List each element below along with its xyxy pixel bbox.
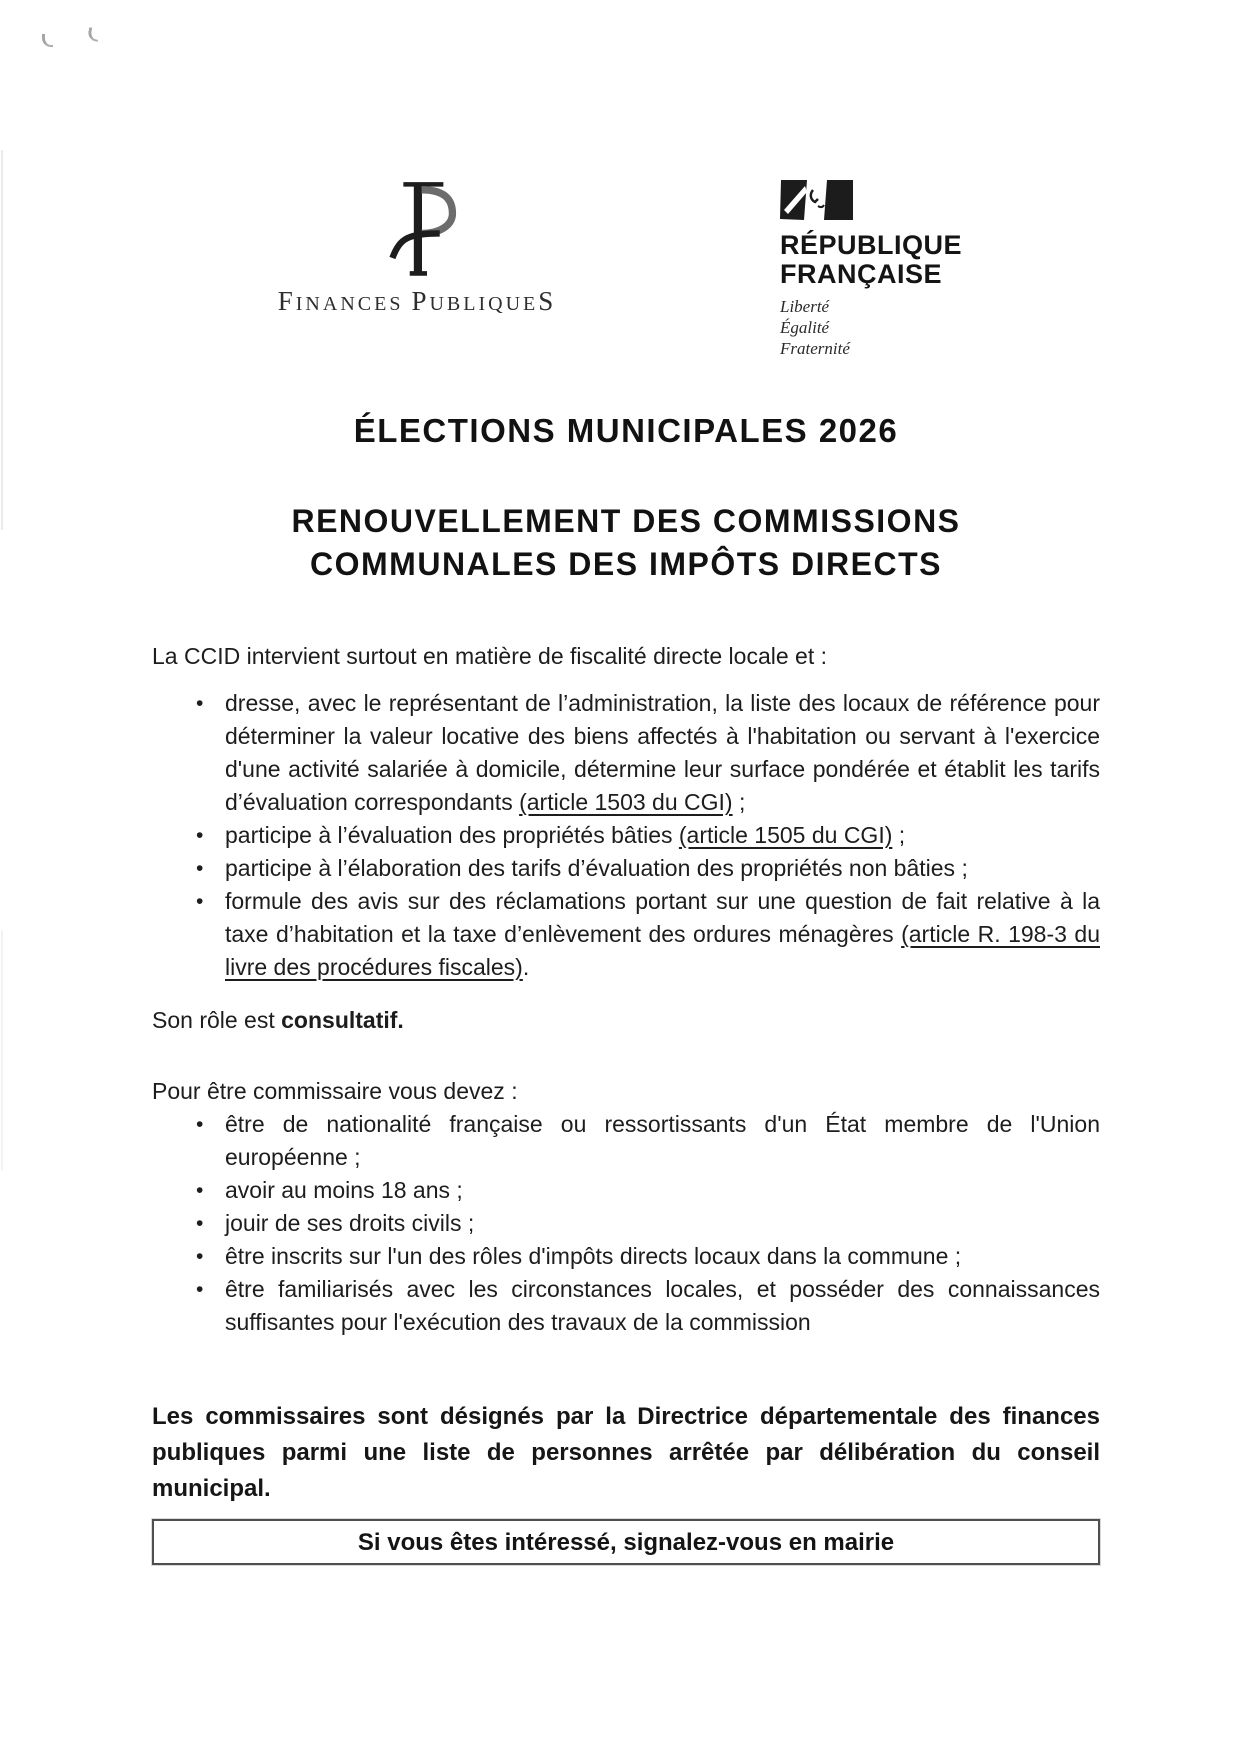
fp-label-part: P: [411, 286, 430, 316]
scan-artifact: [87, 27, 100, 42]
missions-list: [152, 687, 1100, 984]
fp-label-part: F: [277, 286, 296, 316]
role-emphasis: consultatif.: [281, 1007, 404, 1033]
french-flag-marianne-icon: [780, 178, 854, 222]
mission-text: participe à l’évaluation des propriétés bâties: [225, 822, 679, 848]
fp-label-part: S: [538, 286, 557, 316]
mission-text: dresse, avec le représentant de l’administration, la liste des locaux de référence pour déterminer la valeur locative des biens affectés à l'habitation ou servant à l'exercice d'une activité salariée à domicile, détermine leur surface pondérée et établit les tarifs d’évaluation correspondants: [225, 690, 1100, 815]
subtitle-line-1: RENOUVELLEMENT DES COMMISSIONS: [291, 503, 961, 539]
rf-motto: [780, 296, 1030, 359]
mission-item: [152, 819, 1100, 852]
mission-article-reference: (article 1503 du CGI): [519, 789, 733, 815]
republique-francaise-logo: [780, 178, 1030, 359]
mission-text: ;: [892, 822, 906, 848]
intro-paragraph: La CCID intervient surtout en matière de fiscalité directe locale et :: [152, 643, 827, 669]
mission-article-reference: (article 1505 du CGI): [678, 822, 893, 848]
scan-edge-shadow: [1, 930, 3, 1170]
notice-box: [152, 1519, 1100, 1565]
finances-publiques-logo: [250, 178, 584, 317]
subtitle: [152, 500, 1100, 586]
requirement-item: • être inscrits sur l'un des rôles d'impôts directs locaux dans la commune ;: [152, 1240, 1100, 1273]
main-title: ÉLECTIONS MUNICIPALES 2026: [353, 412, 899, 449]
mission-text: ;: [732, 789, 746, 815]
motto-line: Égalité: [780, 318, 830, 337]
fp-monogram-icon: [369, 178, 465, 278]
fp-label-part: INANCES: [295, 293, 404, 315]
subtitle-line-2: COMMUNALES DES IMPÔTS DIRECTS: [310, 546, 942, 582]
fp-label: [250, 286, 584, 317]
requirements-intro: Pour être commissaire vous devez :: [152, 1078, 518, 1104]
mission-item: [152, 885, 1100, 984]
rf-title-line2: FRANÇAISE: [780, 259, 943, 289]
requirement-item: • jouir de ses droits civils ;: [152, 1207, 1100, 1240]
mission-text: .: [522, 954, 530, 980]
document-body: [152, 640, 1100, 1565]
mission-text: participe à l’élaboration des tarifs d’évaluation des propriétés non bâties ;: [225, 855, 968, 881]
requirement-item: • être familiarisés avec les circonstances locales, et posséder des connaissances suffisantes pour l'exécution des travaux de la commission: [152, 1273, 1100, 1339]
rf-title-line1: RÉPUBLIQUE: [780, 230, 963, 260]
scan-edge-shadow: [1, 150, 3, 530]
mission-item: [152, 687, 1100, 819]
fp-label-part: UBLIQUE: [429, 293, 539, 315]
motto-line: Liberté: [780, 297, 830, 316]
scan-artifact: [42, 34, 53, 47]
mission-article-reference: (article R. 198-3 du livre des procédures fiscales): [225, 921, 1100, 980]
requirement-item: • avoir au moins 18 ans ;: [152, 1174, 1100, 1207]
mission-item: [152, 852, 1100, 885]
role-paragraph: [152, 1004, 1100, 1037]
requirement-item: • être de nationalité française ou ressortissants d'un État membre de l'Union européenne ;: [152, 1108, 1100, 1174]
role-text: Son rôle est: [152, 1007, 282, 1033]
requirements-list: [152, 1108, 1100, 1339]
notice-text: Si vous êtes intéressé, signalez-vous en mairie: [357, 1528, 895, 1556]
closing-paragraph: Les commissaires sont désignés par la Directrice départementale des finances publiques parmi une liste de personnes arrêtée par délibération du conseil municipal.: [152, 1403, 1100, 1502]
motto-line: Fraternité: [780, 339, 850, 358]
mission-text: formule des avis sur des réclamations portant sur une question de fait relative à la taxe d’habitation et la taxe d’enlèvement des ordures ménagères: [225, 888, 1100, 947]
